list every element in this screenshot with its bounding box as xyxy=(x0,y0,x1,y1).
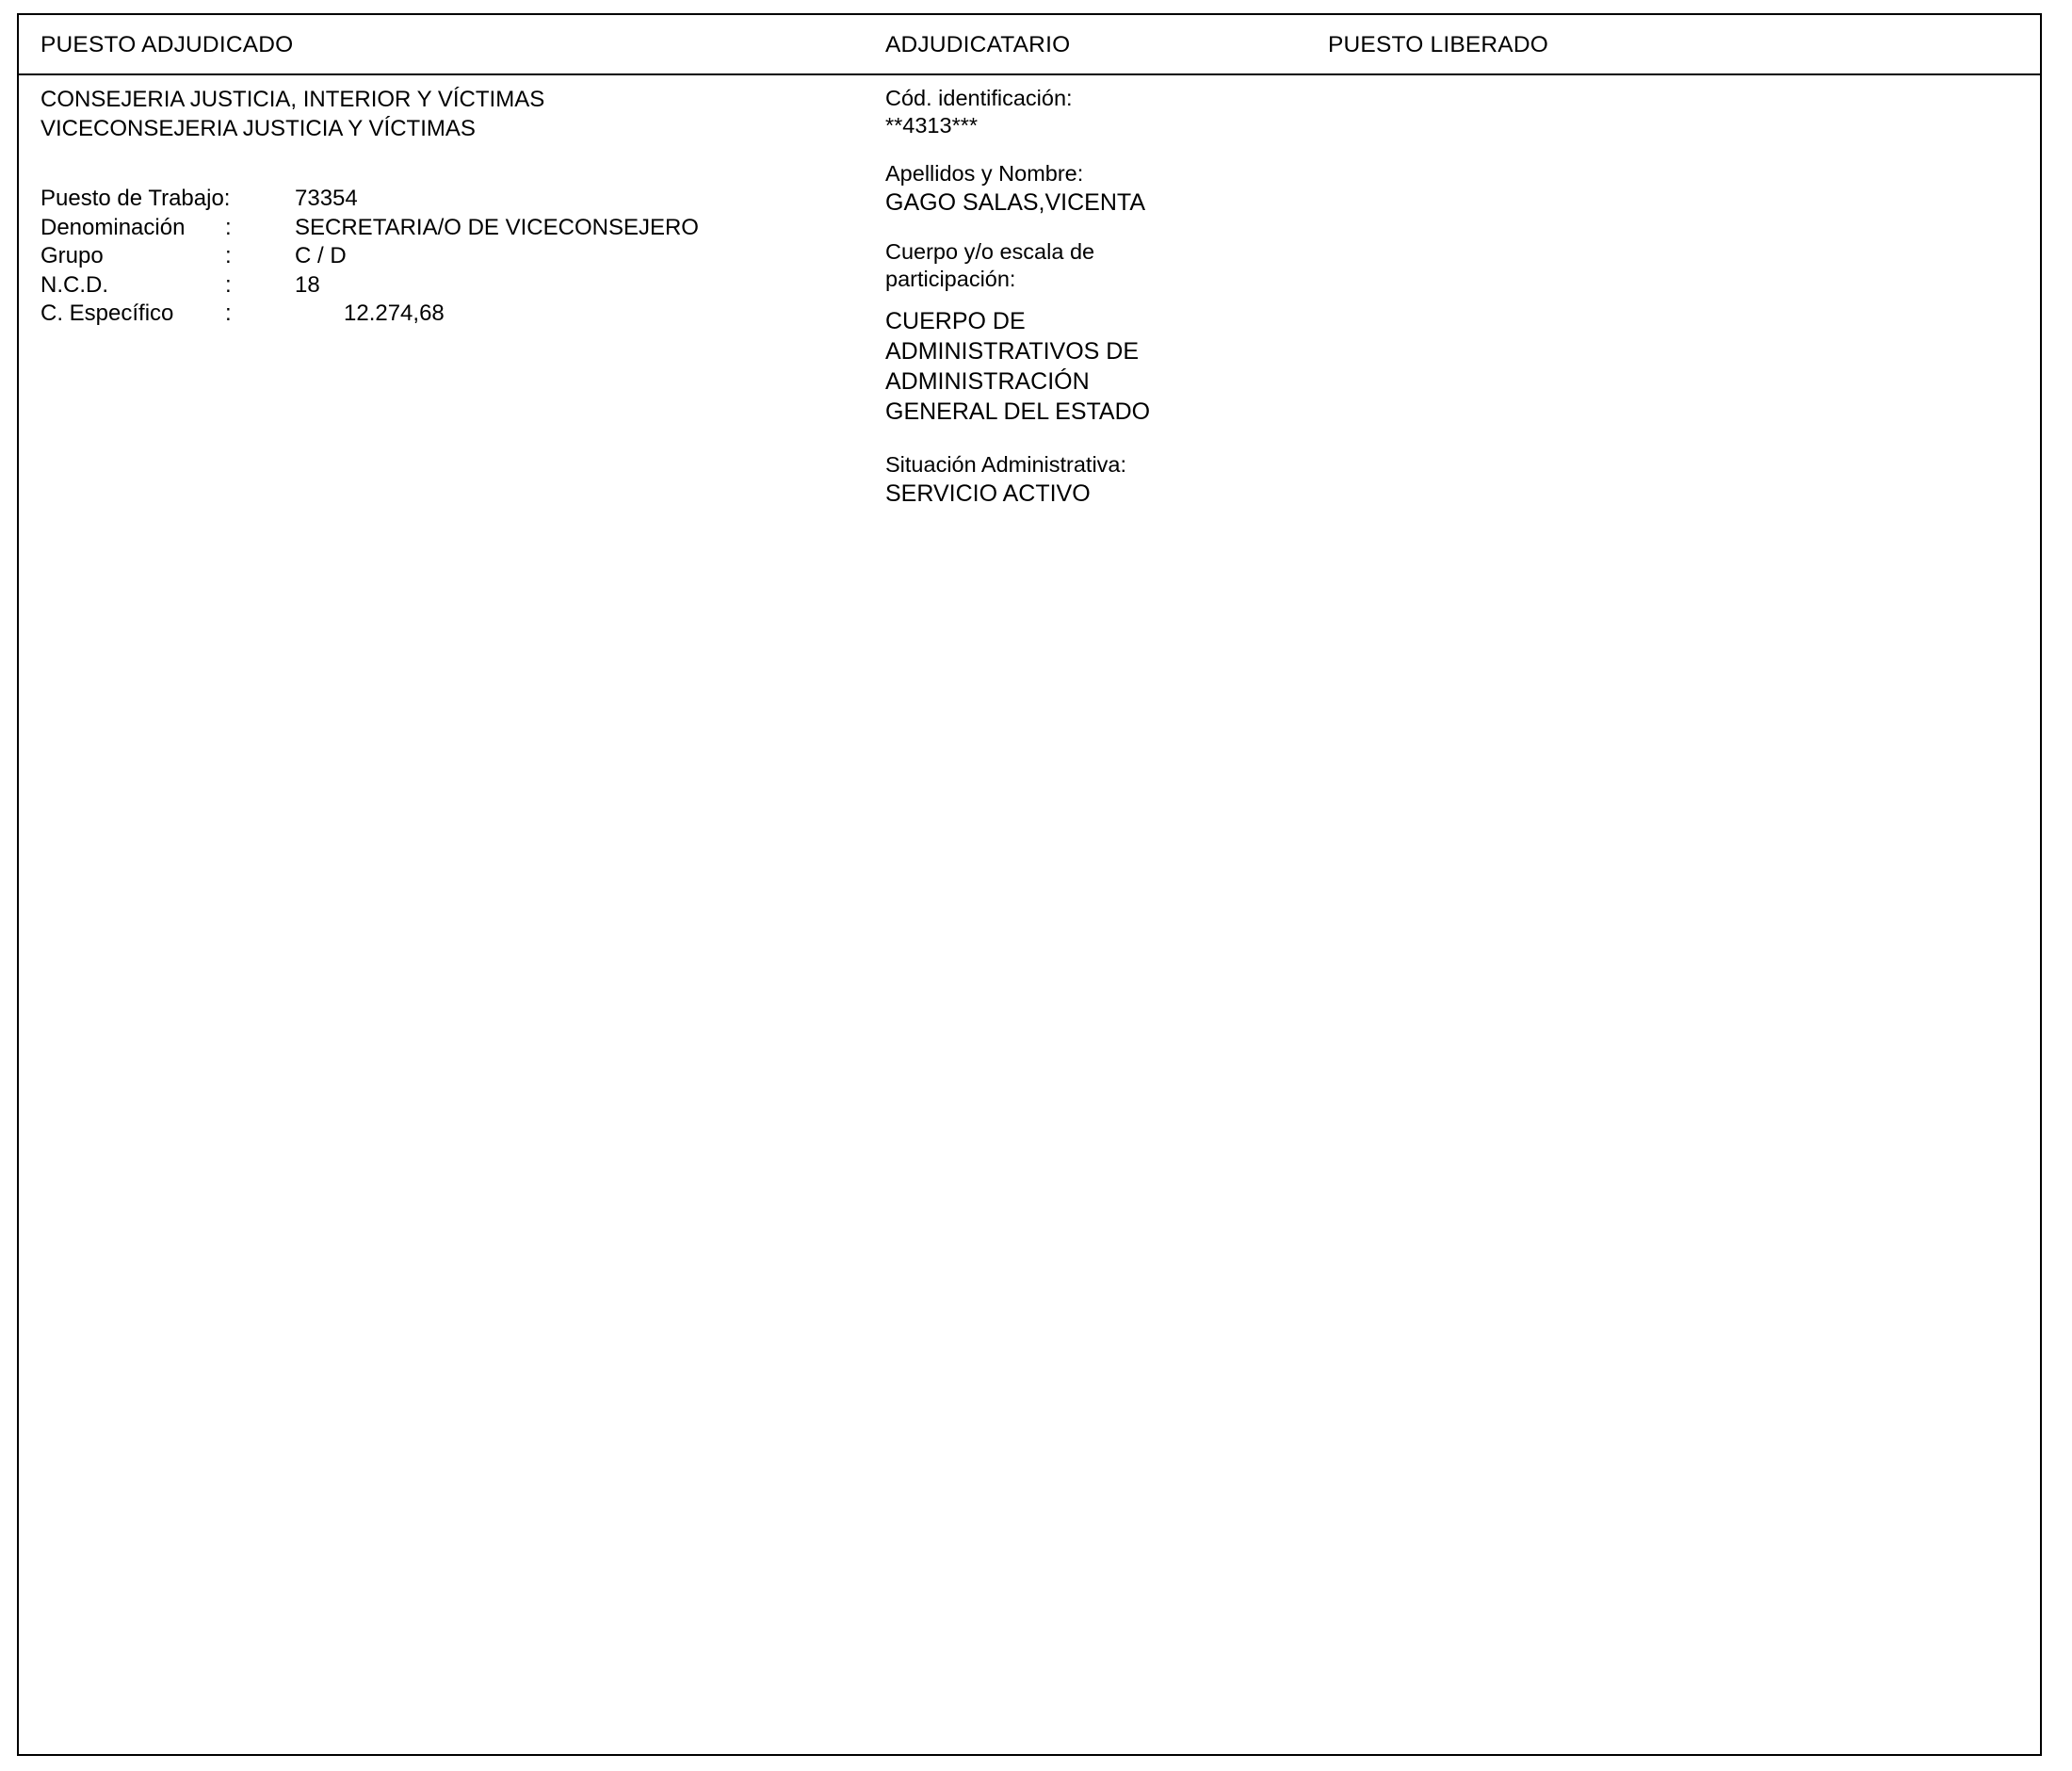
column-header-puesto-liberado: PUESTO LIBERADO xyxy=(1328,32,1549,57)
puesto-fields xyxy=(40,185,869,329)
spacer-4 xyxy=(885,427,1262,451)
field-grupo xyxy=(40,242,869,271)
field-denominacion xyxy=(40,214,869,243)
field-value-denominacion: SECRETARIA/O DE VICECONSEJERO xyxy=(295,214,699,240)
field-puesto-de-trabajo xyxy=(40,185,869,214)
column-header-adjudicatario: ADJUDICATARIO xyxy=(885,32,1071,57)
value-cuerpo-escala-line-2: ADMINISTRATIVOS DE xyxy=(885,338,1140,365)
field-label-puesto-de-trabajo: Puesto de Trabajo: xyxy=(40,186,231,211)
spacer-1 xyxy=(885,139,1262,160)
label-apellidos-nombre: Apellidos y Nombre: xyxy=(885,161,1084,186)
field-complemento-especifico xyxy=(40,300,869,329)
field-colon-grupo: : xyxy=(225,243,232,268)
value-cod-identificacion: **4313*** xyxy=(885,113,979,138)
adjudication-table xyxy=(17,13,2042,1756)
field-value-complemento-especifico: 12.274,68 xyxy=(344,301,445,326)
table-body xyxy=(19,75,2040,1754)
organismo-line-2: VICECONSEJERIA JUSTICIA Y VÍCTIMAS xyxy=(40,116,476,141)
value-cuerpo-escala-line-3: ADMINISTRACIÓN xyxy=(885,368,1090,395)
label-cuerpo-escala-line-1: Cuerpo y/o escala de xyxy=(885,239,1095,264)
field-label-denominacion: Denominación xyxy=(40,214,186,240)
field-colon-denominacion: : xyxy=(225,214,232,240)
label-situacion-administrativa: Situación Administrativa: xyxy=(885,452,1127,477)
field-label-ncd: N.C.D. xyxy=(40,271,108,298)
table-header-row xyxy=(19,15,2040,75)
label-cuerpo-escala-line-2: participación: xyxy=(885,267,1016,291)
organismo-line-1: CONSEJERIA JUSTICIA, INTERIOR Y VÍCTIMAS xyxy=(40,87,545,112)
field-value-grupo: C / D xyxy=(295,243,347,268)
cell-puesto-liberado xyxy=(1328,85,2025,94)
value-cuerpo-escala-line-4: GENERAL DEL ESTADO xyxy=(885,398,1151,425)
label-cod-identificacion: Cód. identificación: xyxy=(885,86,1073,110)
spacer-2 xyxy=(885,218,1262,238)
field-label-complemento-especifico: C. Específico xyxy=(40,301,174,326)
value-apellidos-nombre: GAGO SALAS,VICENTA xyxy=(885,189,1146,216)
column-header-puesto-adjudicado: PUESTO ADJUDICADO xyxy=(40,32,294,57)
value-situacion-administrativa: SERVICIO ACTIVO xyxy=(885,480,1091,507)
field-colon-ncd: : xyxy=(225,271,232,298)
spacer-3 xyxy=(885,293,1262,306)
value-cuerpo-escala-line-1: CUERPO DE xyxy=(885,308,1026,334)
field-colon-complemento-especifico: : xyxy=(225,301,232,326)
field-ncd xyxy=(40,271,869,301)
cell-adjudicatario xyxy=(885,85,1262,509)
cell-puesto-adjudicado xyxy=(40,85,869,329)
field-value-puesto-de-trabajo: 73354 xyxy=(295,186,358,211)
field-value-ncd: 18 xyxy=(295,271,320,298)
field-label-grupo: Grupo xyxy=(40,243,104,268)
